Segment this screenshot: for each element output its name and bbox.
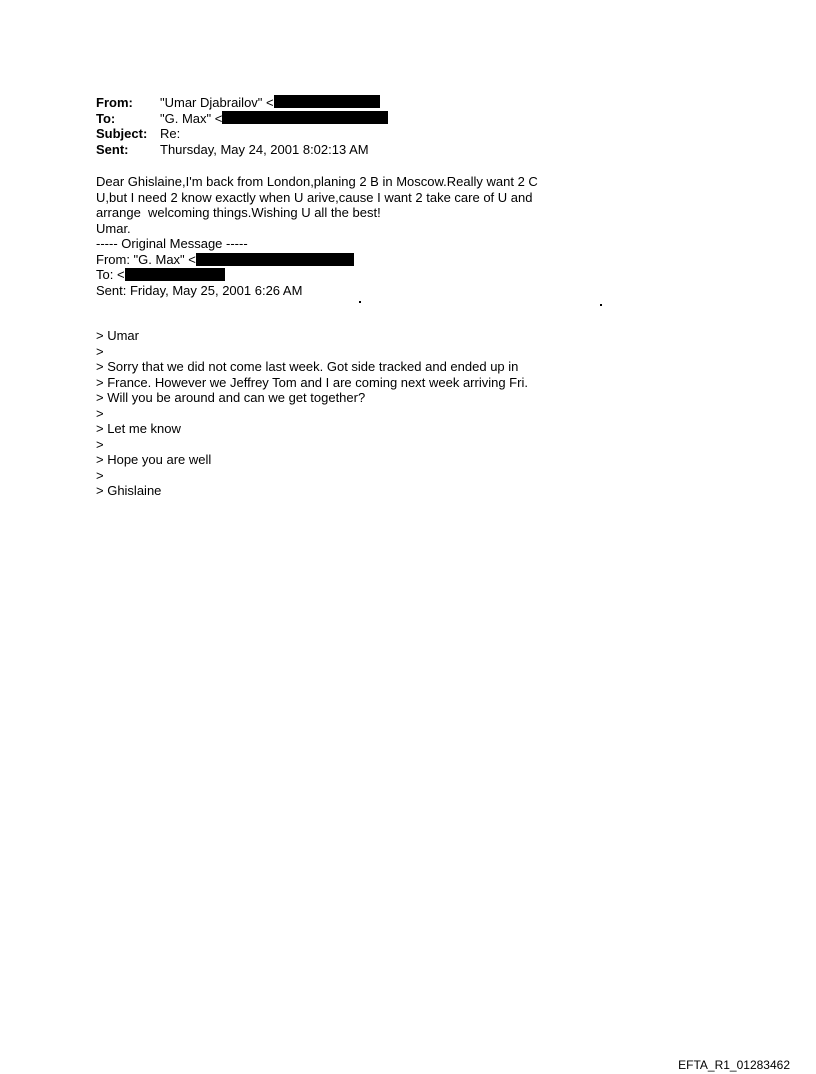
original-sent: Sent: Friday, May 25, 2001 6:26 AM bbox=[96, 282, 303, 298]
message-body: Dear Ghislaine,I'm back from London,planing 2 B in Moscow.Really want 2 C U,but I need 2 know exactly when U arive,cause I want 2 take care of U and arrange welcoming things.Wishing U all the best! Umar. bbox=[96, 174, 538, 236]
header-subject-row bbox=[96, 126, 388, 142]
subject-value: Re: bbox=[160, 126, 181, 141]
redaction-box bbox=[222, 111, 388, 124]
redaction-box bbox=[196, 253, 354, 266]
quoted-line: > bbox=[96, 405, 104, 421]
quoted-line: > Let me know bbox=[96, 421, 181, 436]
original-divider: ----- Original Message ----- bbox=[96, 236, 248, 251]
quoted-line: > Will you be around and can we get together? bbox=[96, 390, 366, 405]
document-id: EFTA_R1_01283462 bbox=[678, 1058, 790, 1072]
from-value: "Umar Djabrailov" < bbox=[160, 95, 274, 110]
original-to-row bbox=[96, 267, 354, 283]
header-to-row bbox=[96, 111, 388, 127]
original-to: To: < bbox=[96, 267, 125, 282]
to-value: "G. Max" < bbox=[160, 110, 223, 126]
quoted-line: > bbox=[96, 467, 104, 483]
header-from-row bbox=[96, 95, 388, 111]
quoted-line: > bbox=[96, 436, 104, 452]
sent-label: Sent: bbox=[96, 141, 129, 157]
quoted-line: > bbox=[96, 343, 104, 359]
original-from: From: "G. Max" < bbox=[96, 251, 196, 267]
quoted-line: > Sorry that we did not come last week. Got side tracked and ended up in bbox=[96, 359, 519, 374]
subject-label: Subject: bbox=[96, 126, 148, 141]
original-from-row bbox=[96, 252, 354, 268]
redaction-box bbox=[125, 268, 225, 281]
header-sent-row bbox=[96, 142, 388, 158]
quoted-line: > Hope you are well bbox=[96, 452, 212, 467]
stray-dot bbox=[600, 304, 602, 306]
quoted-line: > Ghislaine bbox=[96, 483, 162, 498]
sent-value: Thursday, May 24, 2001 8:02:13 AM bbox=[160, 141, 369, 157]
stray-dot bbox=[359, 301, 361, 303]
to-label: To: bbox=[96, 110, 116, 126]
redaction-box bbox=[274, 95, 380, 108]
quoted-line: > France. However we Jeffrey Tom and I are coming next week arriving Fri. bbox=[96, 374, 528, 390]
email-header bbox=[96, 95, 388, 157]
quoted-message bbox=[96, 328, 528, 499]
original-message-header bbox=[96, 236, 354, 298]
quoted-line: > Umar bbox=[96, 328, 139, 343]
from-label: From: bbox=[96, 95, 133, 110]
